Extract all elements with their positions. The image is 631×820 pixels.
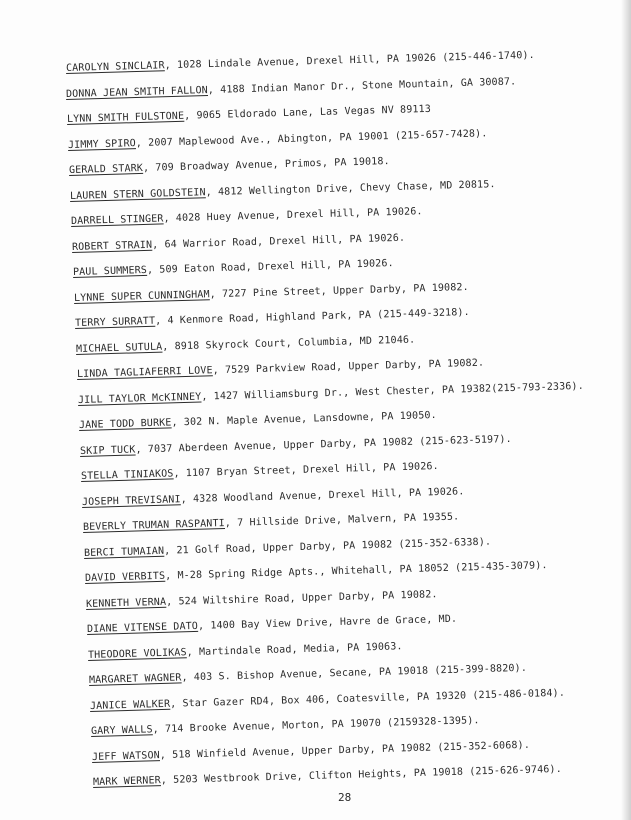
person-details: , 1400 Bay View Drive, Havre de Grace, MD.	[197, 613, 458, 632]
list-item	[78, 380, 584, 407]
person-details: , 709 Broadway Avenue, Primos, PA 19018.	[142, 156, 390, 174]
list-item	[88, 640, 403, 662]
person-name: JILL TAYLOR McKINNEY	[77, 391, 202, 406]
list-item	[67, 103, 431, 126]
person-name: DARRELL STINGER	[70, 213, 164, 227]
list-item	[79, 409, 437, 432]
person-name: GARY WALLS	[90, 724, 153, 737]
person-name: LINDA TAGLIAFERRI LOVE	[76, 365, 213, 380]
person-name: JANICE WALKER	[89, 698, 171, 712]
person-details: , 8918 Skyrock Court, Columbia, MD 21046.	[162, 334, 416, 353]
list-item	[92, 739, 530, 764]
person-name: ROBERT STRAIN	[71, 239, 153, 253]
list-item	[83, 510, 460, 534]
person-name: DAVID VERBITS	[84, 570, 166, 584]
person-details: , 7037 Aberdeen Avenue, Upper Darby, PA 19082 (215-623-5197).	[135, 433, 512, 456]
person-name: KENNETH VERNA	[85, 596, 167, 610]
list-item	[81, 460, 439, 483]
list-item	[84, 536, 491, 560]
person-details: , 4188 Indian Manor Dr., Stone Mountain, GA 30087.	[207, 76, 517, 97]
person-details: , Martindale Road, Media, PA 19063.	[186, 641, 403, 659]
person-details: , 7529 Parkview Road, Upper Darby, PA 19082.	[212, 357, 485, 377]
person-details: , 302 N. Maple Avenue, Lansdowne, PA 19050.	[171, 410, 437, 429]
person-details: , 2007 Maplewood Ave., Abington, PA 19001 (215-657-7428).	[135, 128, 488, 150]
person-name: MARK WERNER	[92, 775, 162, 788]
list-item	[82, 485, 465, 509]
person-name: STELLA TINIAKOS	[80, 468, 174, 482]
list-item	[66, 75, 517, 101]
scan-edge-shadow	[621, 0, 631, 820]
person-details: , 9065 Eldorado Lane, Las Vegas NV 89113	[184, 103, 432, 122]
person-details: , 5203 Westbrook Drive, Clifton Heights, PA 19018 (215-626-9746).	[160, 763, 562, 787]
person-name: JANE TODD BURKE	[78, 417, 172, 431]
list-item	[69, 155, 390, 177]
list-item	[73, 257, 394, 279]
person-details: , 714 Brooke Avenue, Morton, PA 19070 (2159328-1395).	[152, 715, 480, 736]
list-item	[93, 763, 562, 789]
person-details: , 403 S. Bishop Avenue, Secane, PA 19018 (215-399-8820).	[181, 662, 528, 684]
person-details: , M-28 Spring Ridge Apts., Whitehall, PA 18052 (215-435-3079).	[165, 560, 548, 582]
person-details: , 518 Winfield Avenue, Upper Darby, PA 19082 (215-352-6068).	[159, 739, 531, 762]
person-name: TERRY SURRATT	[74, 315, 156, 329]
person-details: , 4812 Wellington Drive, Chevy Chase, MD 20815.	[205, 179, 496, 199]
person-name: MICHAEL SUTULA	[75, 341, 163, 355]
person-details: , 509 Eaton Road, Drexel Hill, PA 19026.	[146, 258, 394, 276]
person-name: MARGARET WAGNER	[88, 672, 182, 686]
person-details: , 4328 Woodland Avenue, Drexel Hill, PA 19026.	[180, 486, 465, 506]
list-item	[91, 714, 480, 738]
person-name: BERCI TUMAIAN	[83, 545, 165, 559]
person-details: , 1107 Bryan Street, Drexel Hill, PA 19026.	[173, 461, 439, 480]
person-details: , Star Gazer RD4, Box 406, Coatesville, PA 19320 (215-486-0184).	[170, 687, 566, 710]
list-item	[86, 588, 438, 611]
list-item	[80, 433, 512, 458]
list-item	[72, 232, 405, 254]
person-name: SKIP TUCK	[79, 444, 136, 457]
person-name: JOSEPH TREVISANI	[81, 494, 181, 508]
list-item	[76, 334, 416, 356]
person-details: , 21 Golf Road, Upper Darby, PA 19082 (215-352-6338).	[164, 536, 492, 557]
person-name: JIMMY SPIRO	[67, 138, 137, 151]
person-name: BEVERLY TRUMAN RASPANTI	[82, 518, 226, 533]
person-details: , 1427 Williamsburg Dr., West Chester, PA 19382(215-793-2336).	[201, 380, 584, 403]
person-name: PAUL SUMMERS	[72, 264, 148, 278]
person-name: LYNNE SUPER CUNNINGHAM	[73, 289, 210, 304]
list-item	[66, 49, 535, 75]
list-item	[90, 687, 565, 713]
person-name: CAROLYN SINCLAIR	[65, 60, 165, 74]
list-item	[68, 127, 488, 152]
person-name: LYNN SMITH FULSTONE	[66, 110, 185, 125]
person-name: DONNA JEAN SMITH FALLON	[65, 85, 209, 100]
person-details: , 4 Kenmore Road, Highland Park, PA (215-449-3218).	[155, 306, 470, 327]
list-item	[85, 559, 548, 585]
list-item	[74, 281, 469, 305]
person-details: , 4028 Huey Avenue, Drexel Hill, PA 19026.	[163, 206, 423, 225]
person-details: , 64 Warrior Road, Drexel Hill, PA 19026.	[152, 232, 406, 251]
list-item	[71, 205, 423, 228]
person-details: , 7 Hillside Drive, Malvern, PA 19355.	[224, 511, 460, 530]
list-item	[70, 178, 496, 203]
list-item	[77, 357, 484, 381]
person-name: DIANE VITENSE DATO	[86, 620, 199, 635]
list-item	[89, 662, 527, 687]
person-details: , 1028 Lindale Avenue, Drexel Hill, PA 19026 (215-446-1740).	[164, 49, 535, 72]
person-details: , 7227 Pine Street, Upper Darby, PA 19082.	[209, 281, 469, 301]
person-name: GERALD STARK	[68, 162, 144, 176]
person-details: , 524 Wiltshire Road, Upper Darby, PA 19082.	[166, 589, 438, 608]
page-number: 28	[338, 791, 352, 804]
person-name: LAUREN STERN GOLDSTEIN	[69, 187, 206, 202]
list-item	[75, 306, 470, 330]
list-item	[87, 613, 457, 636]
person-name: JEFF WATSON	[91, 750, 161, 763]
person-name: THEODORE VOLIKAS	[87, 647, 187, 661]
